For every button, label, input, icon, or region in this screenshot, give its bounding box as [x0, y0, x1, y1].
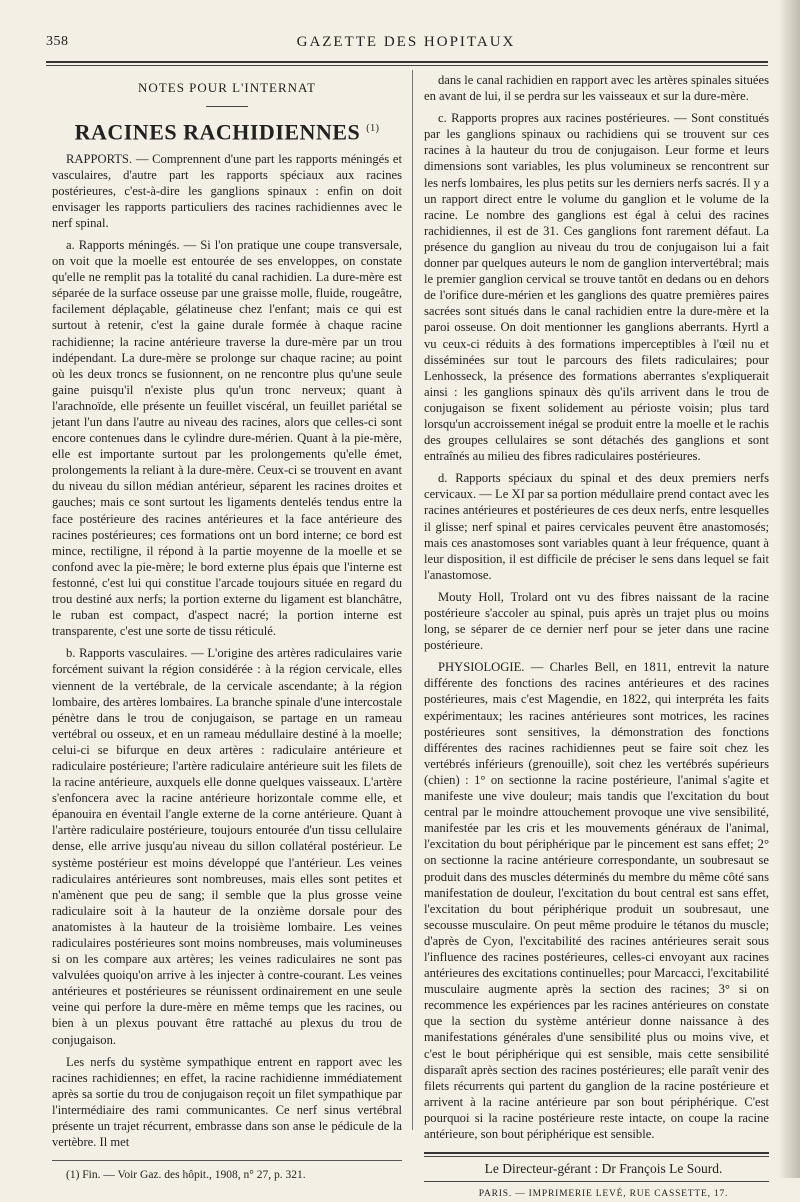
page-header [46, 34, 766, 56]
paragraph-mouty-holl: Mouty Holl, Trolard ont vu des fibres naissant de la racine postérieure s'accoler au spinal, puis après un trajet plus ou moins long, se séparer de ce dernier nerf pour se jeter dans une racine postérieure. [424, 589, 769, 653]
heading-rule [206, 106, 248, 107]
header-rule-thick [46, 61, 768, 63]
director-signature: Le Directeur-gérant : Dr François Le Sourd. [484, 1161, 723, 1177]
paragraph-spinal: d. Rapports spéciaux du spinal et des deux premiers nerfs cervicaux. — Le XI par sa portion médullaire prend contact avec les racines antérieures et postérieures de ces deux nerfs, entre lesquelles il glisse; nerf spinal et paires cervicales peuvent être anastomosés; mais ces anastomoses sont variables quant à leur fréquence, quant à leur disposition, il est difficile de préciser le sens dans lequel se fait l'anastomose. [424, 471, 769, 582]
footnote-rule [52, 1160, 402, 1161]
paragraph-nerfs-sympathiques: Les nerfs du système sympathique entrent en rapport avec les racines rachidiennes; en effet, la racine rachidienne immédiatement après sa sortie du trou de conjugaison reçoit un filet sympathique par l'intermédiaire des rami communicantes. Ce nerf sinus vertébral présente un trajet récurrent, embrasse dans son anse le pédicule de la vertèbre. Il met [52, 1054, 402, 1150]
footnote: (1) Fin. — Voir Gaz. des hôpit., 1908, n° 27, p. 321. [66, 1169, 306, 1182]
paragraph-rapports-vasculaires: b. Rapports vasculaires. — L'origine des artères radiculaires varie forcément suivant la région considérée : à la région cervicale, elles viennent de la vertébrale, de la cervicale ascendante; à la région lombaire, des artères lombaires. La branche spinale d'une intercostale pénètre dans le trou de conjugaison, se partage en un rameau vertébral ou osseux, et en un rameau médullaire destiné à la moelle; celui-ci se bifurque en deux artères : radiculaire antérieure et radiculaire postérieure; l'artère radiculaire antérieure suit les filets de la racine antérieure, auxquels elle donne quelques vaisseaux. L'artère s'enfoncera avec la racine antérieure horizontale comme elle, et épanouira en éventail l'angle externe de la corne antérieure. Quant à l'artère radiculaire postérieure, toujours entourée d'un tissu cellulaire dense, elle arrive jusqu'au niveau du sillon collatéral postérieur. Le système postérieur est moins développé que l'antérieur. Les veines radiculaires antérieures sont nombreuses, mais elles sont petites et n'amènent que peu de sang; il semble que la plus grosse veine radiculaire soit à la hauteur de la onzième dorsale pour des anatomistes à la hauteur de la troisième lombaire. Les veines radiculaires postérieures sont moins nombreuses, mais volumineuses si on les compare aux artères; les veines radiculaires ne sont pas valvulées quoiqu'on arrive à les injecter à contre-courant. Les veines antérieures et postérieures se réunissent ordinairement en une seule veine qui perfore la dure-mère en même temps que les racines, ou bien à un plexus pouvant être rattaché au plexus du trou de conjugaison. [52, 646, 402, 1047]
signature-block [424, 1152, 769, 1202]
printer-line: PARIS. — IMPRIMERIE LEVÉ, RUE CASSETTE, 17. [478, 1189, 729, 1200]
header-rule-thin [46, 65, 768, 66]
signature-rule-thin [424, 1156, 769, 1157]
page-number: 358 [46, 34, 69, 49]
section-heading: NOTES POUR L'INTERNAT [138, 80, 316, 95]
scan-edge-shadow [778, 0, 800, 1178]
running-title: GAZETTE DES HOPITAUX [296, 34, 516, 50]
paragraph-rapports: RAPPORTS. — Comprennent d'une part les rapports méningés et vasculaires, d'autre part les rapports spéciaux aux racines postérieures, c'est-à-dire les ganglions spinaux : enfin on doit envisager les rapports particuliers des racines rachidiennes avec le nerf spinal. [52, 151, 402, 230]
left-column [52, 72, 402, 1183]
paragraph-racines-posterieures: c. Rapports propres aux racines postérieures. — Sont constitués par les ganglions spinaux ou rachidiens qui se trouvent sur ces racines à la hauteur du trou de conjugaison. Leur forme et leurs dimensions sont variables, les plus volumineux se rencontrent sur les nerfs lombaires, les plus petits sur les derniers nerfs sacrés. Il y a un rapport direct entre le volume du ganglion et le volume de la racine. Le nombre des ganglions est égal à celui des racines rachidiennes, il est de 31. Ces ganglions font rarement défaut. La présence du ganglion au niveau du trou de conjugaison lui a fait donner par quelques auteurs le nom de ganglion intervertébral; mais le premier ganglion cervical se trouve tantôt en dedans ou en dehors de l'orifice dure-mérien et les ganglions des quatre premières paires sacrées sont situés dans le canal rachidien entre la dure-mère et la paroi osseuse. On doit mentionner les ganglions aberrants. Hyrtl a vu ceux-ci réduits à des formations imperceptibles à l'œil nu et disséminées sur tout le parcours des filets radiculaires; pour Lenhosseck, la présence des formations aberrantes s'expliquerait ainsi : les ganglions spinaux dès qu'ils arrivent dans le trou de conjugaison se fixent solidement au périoste voisin; plus tard lorsqu'un accroissement inégal se produit entre la moelle et le rachis des groupes cellulaires se sont détachés des ganglions et sont entraînés au milieu des fibres radiculaires postérieures. [424, 111, 769, 464]
paragraph-rapports-meninges: a. Rapports méningés. — Si l'on pratique une coupe transversale, on voit que la moelle est entourée de ses enveloppes, on constate qu'elle ne remplit pas la totalité du canal rachidien. La dure-mère est séparée de la surface osseuse par une graisse molle, fluide, rougeâtre, facilement déplaçable, gélatineuse chez l'enfant; mais ce qui est surtout à retenir, c'est la gaine durale formée à chaque racine rachidienne; la racine antérieure traverse la dure-mère par un trou indépendant. La dure-mère se prolonge sur chaque racine; au point où les deux troncs se fusionnent, on ne rencontre plus qu'une seule gaine puisqu'il n'existe plus qu'un tronc nerveux; quant à l'arachnoïde, elle présente un feuillet viscéral, un feuillet pariétal se jetant l'un dans l'autre au niveau des racines, alors que celles-ci sont encore contenues dans le cylindre dure-mérien. Quant à la pie-mère, elle est importante surtout par les prolongements qu'elle émet, prolongements la reliant à la dure-mère. Ceux-ci se trouvent en avant du niveau du sillon médian antérieur, séparent les racines droites et gauches; mais ce sont surtout les ligaments dentelés tendus entre la face postérieure des racines antérieures et la face antérieure des racines postérieures; ces formations ont un bord interne; ce bord est mince, rectiligne, il répond à la partie moyenne de la moelle et se confond avec la pie-mère; le bord externe plus épais que l'interne est festonné, c'est lui qui constitue l'arcade toujours située en regard du trou destiné aux nerfs; la portion externe du ligament est blanchâtre, le ruban est compact, d'aspect nacré; la portion interne est transparente, c'est une sorte de tissu réticulé. [52, 237, 402, 639]
right-column [424, 72, 769, 1202]
article-title-text: RACINES RACHIDIENNES [74, 119, 361, 145]
paragraph-continuation: dans le canal rachidien en rapport avec les artères spinales situées en avant de lui, il se perdra sur les vaisseaux et sur la dure-mère. [424, 73, 769, 104]
title-footnote-mark: (1) [366, 123, 380, 135]
paragraph-physiologie: PHYSIOLOGIE. — Charles Bell, en 1811, entrevit la nature différente des fonctions des racines antérieures et des racines postérieures, mais c'est Magendie, en 1822, qui interpréta les faits expérimentaux; les racines antérieures sont motrices, les racines postérieures sont sensitives, la démonstration des fonctions différentes des racines rachidiennes peut se faire soit chez les vertébrés inférieurs (grenouille), soit chez les vertébrés supérieurs (chien) : 1° on sectionne la racine postérieure, l'animal s'agite et manifeste une vive douleur; mais tandis que l'excitation du bout central par le moindre attouchement provoque une vive sensibilité, manifestée par les cris et les mouvements généraux de l'animal, l'excitation du bout périphérique par le pincement est sans effet; 2° on sectionne la racine antérieure correspondante, un soubresaut se produit dans des muscles déterminés du membre du même côté sans manifestation de douleur, l'excitation du bout central est sans effet, l'excitation du bout périphérique produit un soubresaut, une secousse musculaire. On peut même produire le tétanos du muscle; d'après de Cyon, l'excitabilité des racines antérieures serait sous l'influence des racines postérieures, celles-ci envoyant aux racines antérieures des excitations continuelles; pour Marcacci, l'excitabilité musculaire augmente après la section des racines; 3° si on recommence les expériences par les racines antérieures on constate que la section du système antérieur donne naissance à des manifestations générales d'une sensibilité plus ou moins vive, et c'est le bout périphérique qui est sensible, mais cette sensibilité disparaît après section des racines postérieures; elle paraît venir des filets récurrents qui partent du ganglion de la racine postérieure et arrivent à la racine antérieure par son bout périphérique. C'est pourquoi si la racine postérieure reste intacte, on coupe la racine antérieure, son bout périphérique est sensible. [424, 660, 769, 1141]
signature-rule-thick [424, 1152, 769, 1154]
printer-rule [424, 1181, 769, 1182]
column-separator [412, 70, 413, 1130]
article-title [52, 119, 402, 145]
